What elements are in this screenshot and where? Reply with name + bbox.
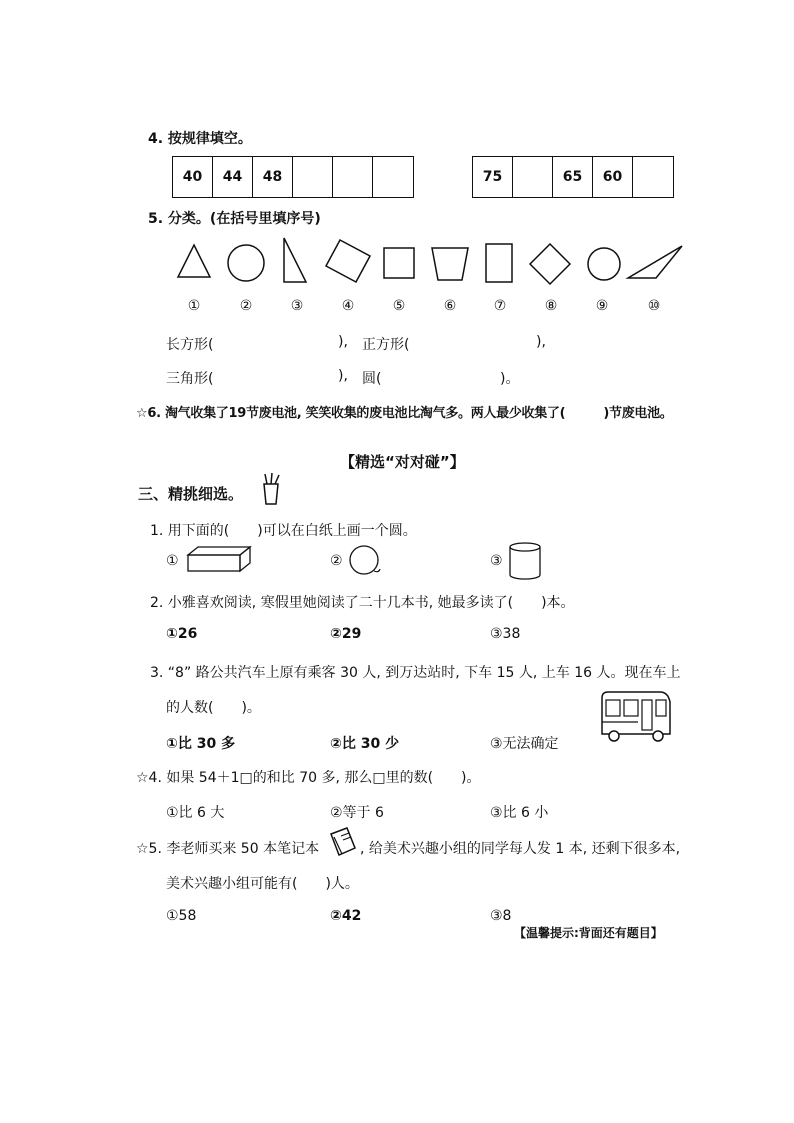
cylinder-icon [506,541,544,581]
p3-q2-text: 2. 小雅喜欢阅读, 寒假里她阅读了二十几本书, 她最多读了( )本。 [150,595,575,611]
part3-title: 三、精挑细选。 [138,485,244,503]
shape-number: ⑧ [544,298,558,314]
cuboid-icon [186,545,252,573]
q6-text: ☆6. 淘气收集了19节废电池, 笑笑收集的废电池比淘气多。两人最少收集了( )节废电池。 [136,406,673,421]
seq1-cell: 40 [173,157,213,197]
p3-q4-opt3[interactable]: ③比 6 小 [490,805,549,821]
p3-q5-line2: 美术兴趣小组可能有( )人。 [166,876,359,892]
p3-q3-opt3[interactable]: ③无法确定 [490,736,559,752]
shape-circle-2 [226,243,266,283]
seq1-cell[interactable] [333,157,373,197]
q5-title: 5. 分类。(在括号里填序号) [148,211,321,227]
ball-icon [346,543,384,579]
shape-number: ④ [341,298,355,314]
triangle-label: 三角形( [166,371,214,387]
p3-q5-opt1[interactable]: ①58 [166,908,197,924]
tip-note: 【温馨提示:背面还有题目】 [514,926,663,940]
p3-q5-line1a: ☆5. 李老师买来 50 本笔记本 [136,841,320,857]
sequence-box-1 [172,156,414,198]
shape-number: ③ [290,298,304,314]
shape-circle-9 [586,246,622,282]
section-title: 【精选“对对碰”】 [340,453,465,471]
shape-square-5 [382,246,416,280]
p3-q5-opt3[interactable]: ③8 [490,908,512,924]
shape-rectangle-7 [484,242,514,284]
circle-close: )。 [500,371,520,387]
p3-q3-line1: 3. “8” 路公共汽车上原有乘客 30 人, 到万达站时, 下车 15 人, 上车 16 人。现在车上 [150,665,681,681]
seq2-cell[interactable] [513,157,553,197]
seq1-cell[interactable] [373,157,413,197]
shape-triangle-10 [626,244,686,282]
rect-label: 长方形( [166,337,214,353]
seq2-cell[interactable] [633,157,673,197]
shape-number: ⑩ [647,298,661,314]
p3-q1-text: 1. 用下面的( )可以在白纸上画一个圆。 [150,523,417,539]
triangle-close: ), [338,368,348,384]
p3-q3-opt2[interactable]: ②比 30 少 [330,736,400,752]
circle-label: 圆( [362,371,382,387]
bus-icon [598,688,674,744]
p3-q4-opt2[interactable]: ②等于 6 [330,805,384,821]
shape-number: ① [187,298,201,314]
p3-q4-opt1[interactable]: ①比 6 大 [166,805,225,821]
seq1-cell[interactable]: 44 [213,157,253,197]
shape-trapezoid-6 [430,246,470,282]
p3-q5-line1b: , 给美术兴趣小组的同学每人发 1 本, 还剩下很多本, [360,841,681,857]
seq1-cell[interactable]: 48 [253,157,293,197]
shape-number: ⑨ [595,298,609,314]
seq2-cell: 75 [473,157,513,197]
seq1-cell[interactable] [293,157,333,197]
p3-q1-opt3[interactable]: ③ [490,553,503,569]
pencil-cup-icon [258,472,284,506]
shape-number: ⑤ [392,298,406,314]
seq2-cell: 60 [593,157,633,197]
square-label: 正方形( [362,337,410,353]
sequence-box-2 [472,156,674,198]
shape-rotated-rectangle-4 [324,238,372,286]
p3-q3-line2: 的人数( )。 [166,700,261,716]
p3-q2-opt2[interactable]: ②29 [330,626,362,642]
shape-number: ② [239,298,253,314]
shape-diamond-8 [528,242,572,286]
shape-number: ⑥ [443,298,457,314]
shape-number: ⑦ [493,298,507,314]
square-close: ), [536,334,546,350]
seq2-cell: 65 [553,157,593,197]
p3-q2-opt1[interactable]: ①26 [166,626,198,642]
q4-title: 4. 按规律填空。 [148,131,252,147]
rect-close: ), [338,334,348,350]
p3-q2-opt3[interactable]: ③38 [490,626,521,642]
notebook-icon [327,826,359,858]
shape-right-triangle-3 [280,236,310,286]
shape-triangle-1 [176,243,212,279]
p3-q1-opt1[interactable]: ① [166,553,179,569]
p3-q5-opt2[interactable]: ②42 [330,908,362,924]
p3-q3-opt1[interactable]: ①比 30 多 [166,736,236,752]
p3-q1-opt2[interactable]: ② [330,553,343,569]
p3-q4-text: ☆4. 如果 54＋1□的和比 70 多, 那么□里的数( )。 [136,770,481,786]
